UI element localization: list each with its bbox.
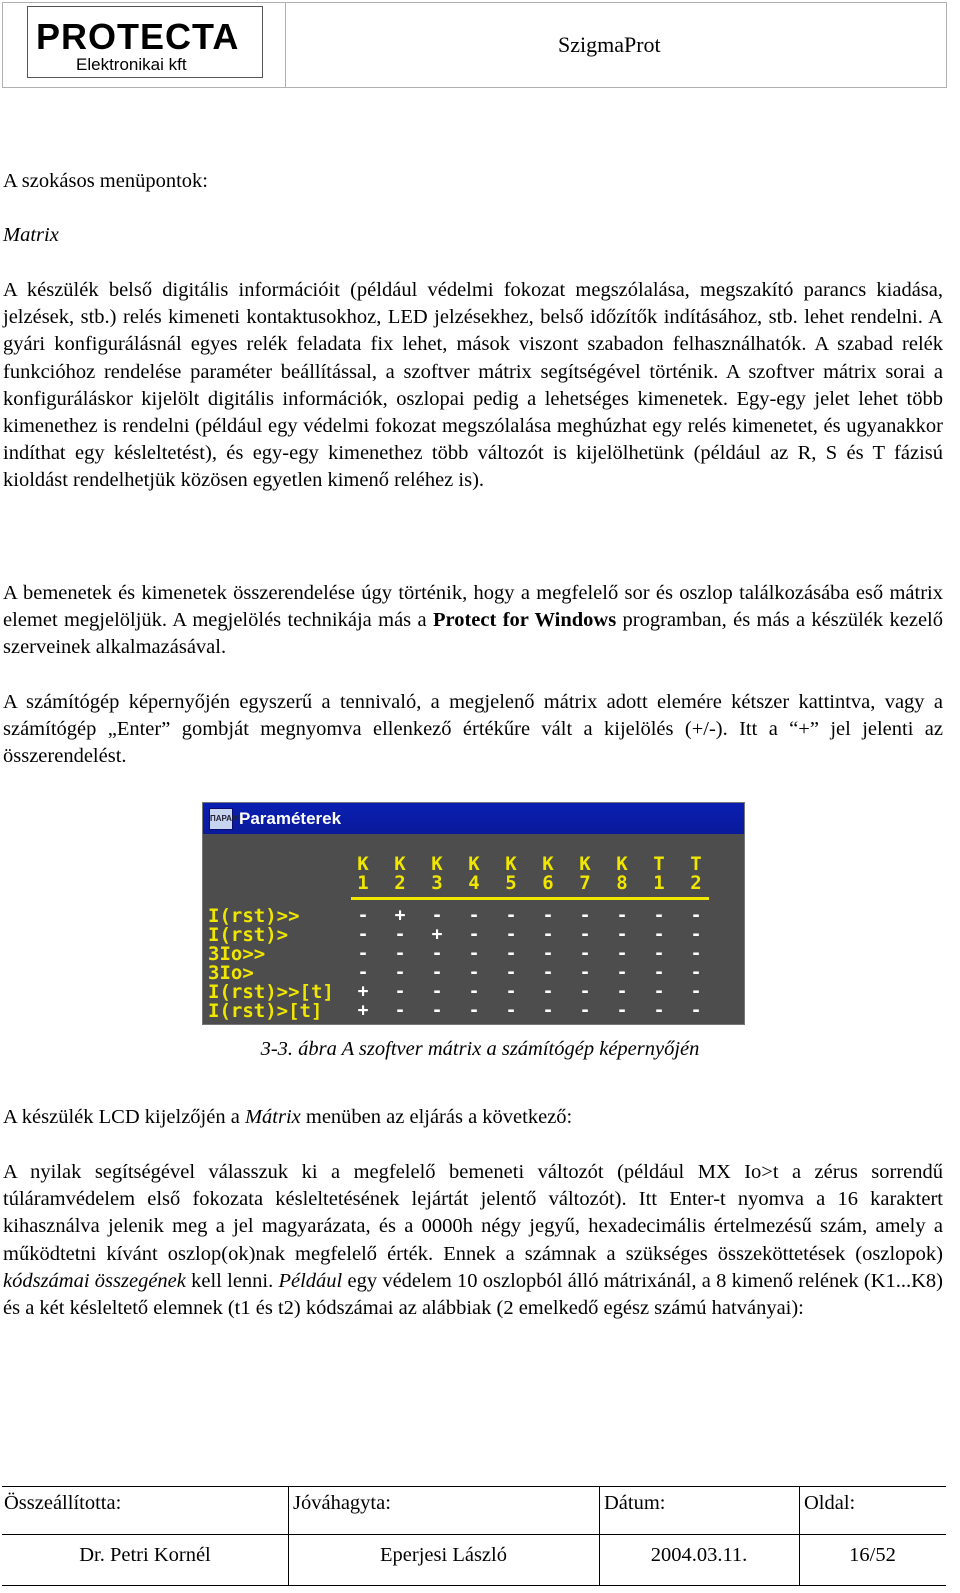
matrix-cell-unassigned[interactable]: -	[690, 924, 702, 945]
footer-date-label: Dátum:	[604, 1492, 666, 1514]
matrix-cell-unassigned[interactable]: -	[468, 924, 480, 945]
matrix-column-header: K	[542, 853, 554, 875]
matrix-column-number: 8	[616, 872, 628, 894]
matrix-cell-unassigned[interactable]: -	[505, 943, 517, 964]
logo-cell	[3, 3, 286, 87]
matrix-cell-unassigned[interactable]: -	[616, 924, 628, 945]
matrix-column-number: 7	[579, 872, 591, 894]
matrix-cell-unassigned[interactable]: -	[653, 1000, 665, 1021]
matrix-cell-unassigned[interactable]: -	[542, 1000, 554, 1021]
matrix-cell-unassigned[interactable]: -	[505, 924, 517, 945]
matrix-cell-unassigned[interactable]: -	[616, 905, 628, 926]
matrix-row-label: I(rst)>>[t]	[208, 981, 334, 1003]
matrix-cell-assigned[interactable]: +	[431, 924, 443, 945]
paragraph-assignment-a: A bemenetek és kimenetek összerendelése úgy történik, hogy a megfelelő sor és oszlop találkozásába eső mátrix elemet megjelöljük. A megjelölés technikája más a	[3, 582, 943, 632]
matrix-cell-unassigned[interactable]: -	[505, 1000, 517, 1021]
matrix-cell-unassigned[interactable]: -	[542, 962, 554, 983]
matrix-column-header: K	[579, 853, 591, 875]
paragraph-lcd-a: A készülék LCD kijelzőjén a	[3, 1106, 245, 1128]
matrix-header-underline	[351, 897, 709, 900]
matrix-column-number: 1	[357, 872, 369, 894]
logo-sub-text: Elektronikai kft	[76, 55, 187, 74]
paragraph-procedure-example: Például	[278, 1269, 343, 1292]
matrix-column-header: K	[431, 853, 443, 875]
paragraph-procedure-sum: kódszámai összegének	[3, 1269, 186, 1292]
matrix-cell-unassigned[interactable]: -	[653, 962, 665, 983]
footer-col-divider	[599, 1487, 600, 1585]
matrix-cell-unassigned[interactable]: -	[394, 924, 406, 945]
paragraph-pc-screen: A számítógép képernyőjén egyszerű a tennivaló, a megjelenő mátrix adott elemére kétszer kattintva, vagy a számítógép „Enter” gombját megnyomva ellenkező értékűre vált a kijelölés (+/-). Itt a “+” jel jelenti az összerendelést.	[3, 691, 943, 768]
matrix-cell-unassigned[interactable]: -	[579, 981, 591, 1002]
footer-page-value: 16/52	[849, 1544, 896, 1566]
company-logo	[27, 6, 263, 78]
matrix-row-label: I(rst)>[t]	[208, 1000, 323, 1022]
matrix-column-number: 4	[468, 872, 480, 894]
matrix-cell-unassigned[interactable]: -	[394, 1000, 406, 1021]
footer-col-divider	[799, 1487, 800, 1585]
matrix-cell-unassigned[interactable]: -	[579, 962, 591, 983]
matrix-cell-unassigned[interactable]: -	[653, 924, 665, 945]
matrix-column-number: 3	[431, 872, 443, 894]
matrix-cell-unassigned[interactable]: -	[579, 943, 591, 964]
paragraph-procedure-a: A nyilak segítségével válasszuk ki a megfelelő bemeneti változót (például MX Io>t a zérus sorrendű túláramvédelem első fokozata késleltetésének lejártát jelentő változót). Itt Enter-t nyomva a 16 karaktert kihasználva jelenik meg a jel magyarázata, és a 0000h négy jegyű, hexadecimális értelmezésű szám, amely a működtetni kívánt oszlop(ok)nak megfelelő érték. Ennek a számnak a szükséges összeköttetések (oszlopok)	[3, 1161, 943, 1265]
matrix-screenshot	[202, 802, 745, 1025]
matrix-cell-unassigned[interactable]: -	[431, 1000, 443, 1021]
window-app-icon: ПАРАМ	[209, 808, 233, 830]
footer-compiled-label: Összeállította:	[4, 1492, 122, 1514]
matrix-cell-unassigned[interactable]: -	[542, 905, 554, 926]
matrix-cell-unassigned[interactable]: -	[690, 962, 702, 983]
matrix-cell-unassigned[interactable]: -	[653, 905, 665, 926]
matrix-cell-unassigned[interactable]: -	[690, 981, 702, 1002]
matrix-row-label: 3Io>>	[208, 943, 266, 965]
matrix-cell-unassigned[interactable]: -	[579, 924, 591, 945]
matrix-cell-unassigned[interactable]: -	[394, 981, 406, 1002]
matrix-cell-unassigned[interactable]: -	[505, 981, 517, 1002]
matrix-column-header: K	[616, 853, 628, 875]
footer-approved-label: Jóváhagyta:	[293, 1492, 391, 1514]
matrix-cell-assigned[interactable]: +	[357, 981, 369, 1002]
matrix-cell-unassigned[interactable]: -	[394, 962, 406, 983]
matrix-cell-unassigned[interactable]: -	[394, 943, 406, 964]
matrix-cell-unassigned[interactable]: -	[357, 962, 369, 983]
logo-main-text: PROTECTA	[36, 16, 240, 57]
matrix-cell-unassigned[interactable]: -	[468, 943, 480, 964]
matrix-cell-unassigned[interactable]: -	[431, 981, 443, 1002]
footer-date-value: 2004.03.11.	[650, 1544, 748, 1566]
matrix-row-label: I(rst)>	[208, 924, 289, 946]
matrix-cell-unassigned[interactable]: -	[690, 905, 702, 926]
paragraph-procedure	[3, 1159, 943, 1322]
paragraph-matrix-description: A készülék belső digitális információit (például védelmi fokozat megszólalása, megszakító parancs kiadása, jelzések, stb.) relés kimeneti kontaktusokhoz, LED jelzésekhez, belső időzítők indításához, stb. lehet rendelni. A gyári konfigurálásnál egyes relék feladata fix lehet, mások viszont szabadon felhasználhatók. A szabad relék funkcióhoz rendelése paraméter beállítással, a szoftver mátrix segítségével történik. A szoftver mátrix sorai a konfiguráláskor kijelölt digitális információk, oszlopai pedig a lehetséges kimenetek. Egy-egy jelet lehet több kimenethez is rendelni (például egy védelmi fokozat megszólalása meghúzhat egy relés kimenetet, és ugyanakkor indíthat egy késleltetést), és egy-egy kimenethez több változót is kijelölhetünk (például az R, S és T fázisú kioldást rendelhetjük közösen egyetlen kimenő reléhez is).	[3, 279, 943, 492]
matrix-cell-unassigned[interactable]: -	[468, 905, 480, 926]
matrix-column-header: T	[653, 853, 665, 875]
matrix-column-header: T	[690, 853, 702, 875]
matrix-cell-unassigned[interactable]: -	[653, 981, 665, 1002]
footer-divider	[2, 1534, 946, 1535]
paragraph-assignment-c: programban, és más a készülék kezelő szerveinek alkalmazásával.	[3, 609, 943, 659]
matrix-cell-unassigned[interactable]: -	[357, 905, 369, 926]
matrix-cell-unassigned[interactable]: -	[505, 962, 517, 983]
matrix-cell-unassigned[interactable]: -	[616, 981, 628, 1002]
matrix-cell-unassigned[interactable]: -	[431, 962, 443, 983]
matrix-cell-unassigned[interactable]: -	[357, 924, 369, 945]
section-heading-matrix: Matrix	[3, 224, 59, 246]
matrix-column-number: 2	[690, 872, 702, 894]
paragraph-lcd-c: menüben az eljárás a következő:	[300, 1106, 573, 1128]
matrix-column-header: K	[394, 853, 406, 875]
matrix-cell-unassigned[interactable]: -	[616, 962, 628, 983]
matrix-cell-unassigned[interactable]: -	[542, 924, 554, 945]
window-title: Paraméterek	[239, 808, 342, 828]
matrix-cell-assigned[interactable]: +	[357, 1000, 369, 1021]
paragraph-lcd	[3, 1104, 943, 1131]
matrix-cell-unassigned[interactable]: -	[468, 1000, 480, 1021]
matrix-column-number: 2	[394, 872, 406, 894]
footer-approved-value: Eperjesi László	[380, 1544, 507, 1566]
matrix-cell-unassigned[interactable]: -	[653, 943, 665, 964]
matrix-column-number: 1	[653, 872, 665, 894]
matrix-cell-assigned[interactable]: +	[394, 905, 406, 926]
matrix-cell-unassigned[interactable]: -	[468, 981, 480, 1002]
matrix-row-label: I(rst)>>	[208, 905, 300, 927]
matrix-cell-unassigned[interactable]: -	[616, 1000, 628, 1021]
menu-intro: A szokásos menüpontok:	[3, 170, 208, 192]
footer-col-divider	[288, 1487, 289, 1585]
paragraph-procedure-c: kell lenni.	[185, 1269, 279, 1292]
matrix-column-header: K	[505, 853, 517, 875]
window-titlebar	[203, 803, 744, 834]
matrix-cell-unassigned[interactable]: -	[357, 943, 369, 964]
paragraph-assignment	[3, 580, 943, 662]
matrix-cell-unassigned[interactable]: -	[431, 943, 443, 964]
matrix-column-header: K	[357, 853, 369, 875]
paragraph-lcd-menu: Mátrix	[244, 1106, 301, 1128]
matrix-cell-unassigned[interactable]: -	[542, 981, 554, 1002]
matrix-cell-unassigned[interactable]: -	[505, 905, 517, 926]
matrix-cell-unassigned[interactable]: -	[690, 943, 702, 964]
figure-caption: 3-3. ábra A szoftver mátrix a számítógép képernyőjén	[260, 1038, 700, 1060]
matrix-cell-unassigned[interactable]: -	[579, 1000, 591, 1021]
matrix-column-number: 6	[542, 872, 554, 894]
page-footer	[2, 1486, 946, 1586]
paragraph-assignment-program: Protect for Windows	[432, 609, 617, 632]
footer-page-label: Oldal:	[804, 1492, 856, 1514]
page-header	[2, 2, 947, 88]
matrix-cell-unassigned[interactable]: -	[468, 962, 480, 983]
document-title: SzigmaProt	[558, 32, 661, 57]
matrix-row-label: 3Io>	[208, 962, 254, 984]
matrix-cell-unassigned[interactable]: -	[579, 905, 591, 926]
paragraph-procedure-e: egy védelem 10 oszlopból álló mátrixánál, a 8 kimenő relének (K1...K8) és a két késleltető elemnek (t1 és t2) kódszámai az alábbiak (2 emelkedő egész számú hatványai):	[3, 1269, 944, 1320]
footer-compiled-value: Dr. Petri Kornél	[79, 1544, 211, 1566]
matrix-cell-unassigned[interactable]: -	[616, 943, 628, 964]
matrix-column-number: 5	[505, 872, 517, 894]
matrix-cell-unassigned[interactable]: -	[690, 1000, 702, 1021]
matrix-column-header: K	[468, 853, 480, 875]
matrix-cell-unassigned[interactable]: -	[431, 905, 443, 926]
matrix-cell-unassigned[interactable]: -	[542, 943, 554, 964]
